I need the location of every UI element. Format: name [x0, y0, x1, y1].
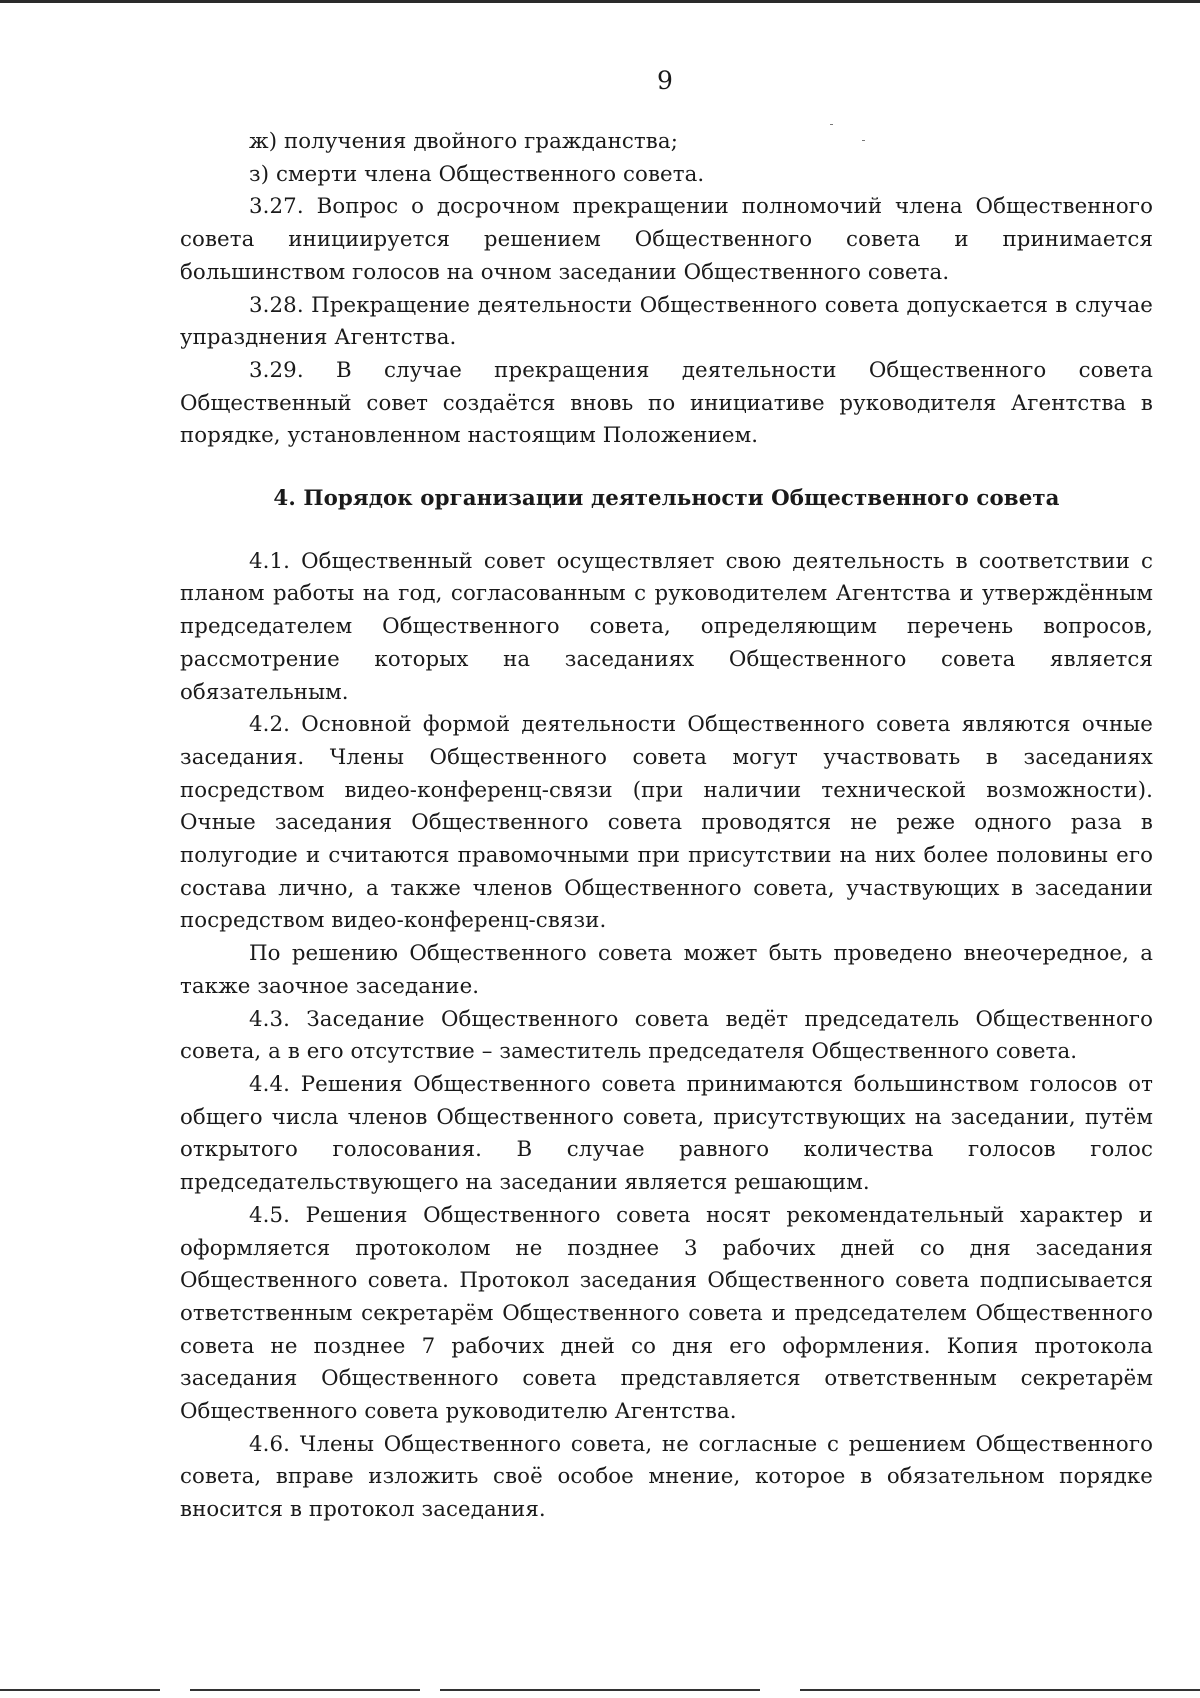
section-heading: 4. Порядок организации деятельности Общественного совета	[273, 486, 1060, 512]
list-item-z: з) смерти члена Общественного совета.	[249, 161, 705, 187]
clause-4-6: 4.6. Члены Общественного совета, не согласные с решением Общественного совета, вправе изложить своё особое мнение, которое в обязательном порядке вносится в протокол заседания.	[180, 1431, 1153, 1523]
page-number: 9	[657, 66, 673, 95]
clause-3-29: 3.29. В случае прекращения деятельности Общественного совета Общественный совет создаётся вновь по инициативе руководителя Агентства в порядке, установленном настоящим Положением.	[180, 357, 1153, 449]
scan-top-edge	[0, 0, 1200, 3]
document-body	[180, 126, 1153, 1527]
clause-4-3: 4.3. Заседание Общественного совета ведёт председатель Общественного совета, а в его отсутствие – заместитель председателя Общественного совета.	[180, 1006, 1153, 1065]
clause-4-4: 4.4. Решения Общественного совета принимаются большинством голосов от общего числа членов Общественного совета, присутствующих на заседании, путём открытого голосования. В случае равного количества голосов голос председательствующего на заседании является решающим.	[180, 1071, 1153, 1196]
clause-3-28: 3.28. Прекращение деятельности Общественного совета допускается в случае упразднения Агентства.	[180, 292, 1153, 351]
clause-4-1: 4.1. Общественный совет осуществляет свою деятельность в соответствии с планом работы на год, согласованным с руководителем Агентства и утверждённым председателем Общественного совета, определяющим перечень вопросов, рассмотрение которых на заседаниях Общественного совета является обязательным.	[180, 548, 1153, 705]
clause-4-5: 4.5. Решения Общественного совета носят рекомендательный характер и оформляется протоколом не позднее 3 рабочих дней со дня заседания Общественного совета. Протокол заседания Общественного совета подписывается ответственным секретарём Общественного совета и председателем Общественного совета не позднее 7 рабочих дней со дня его оформления. Копия протокола заседания Общественного совета представляется ответственным секретарём Общественного совета руководителю Агентства.	[180, 1202, 1153, 1425]
scan-bottom-edge	[0, 1689, 1200, 1691]
clause-4-2: 4.2. Основной формой деятельности Общественного совета являются очные заседания. Члены Общественного совета могут участвовать в заседаниях посредством видео-конференц-связи (при наличии технической возможности). Очные заседания Общественного совета проводятся не реже одного раза в полугодие и считаются правомочными при присутствии на них более половины его состава лично, а также членов Общественного совета, участвующих в заседании посредством видео-конференц-связи.	[180, 712, 1153, 934]
scan-speck	[830, 124, 833, 125]
list-item-zh: ж) получения двойного гражданства;	[249, 129, 678, 154]
clause-4-2-extra: По решению Общественного совета может быть проведено внеочередное, а также заочное заседание.	[180, 941, 1153, 999]
clause-3-27: 3.27. Вопрос о досрочном прекращении полномочий члена Общественного совета инициируется решением Общественного совета и принимается большинством голосов на очном заседании Общественного совета.	[180, 194, 1153, 285]
